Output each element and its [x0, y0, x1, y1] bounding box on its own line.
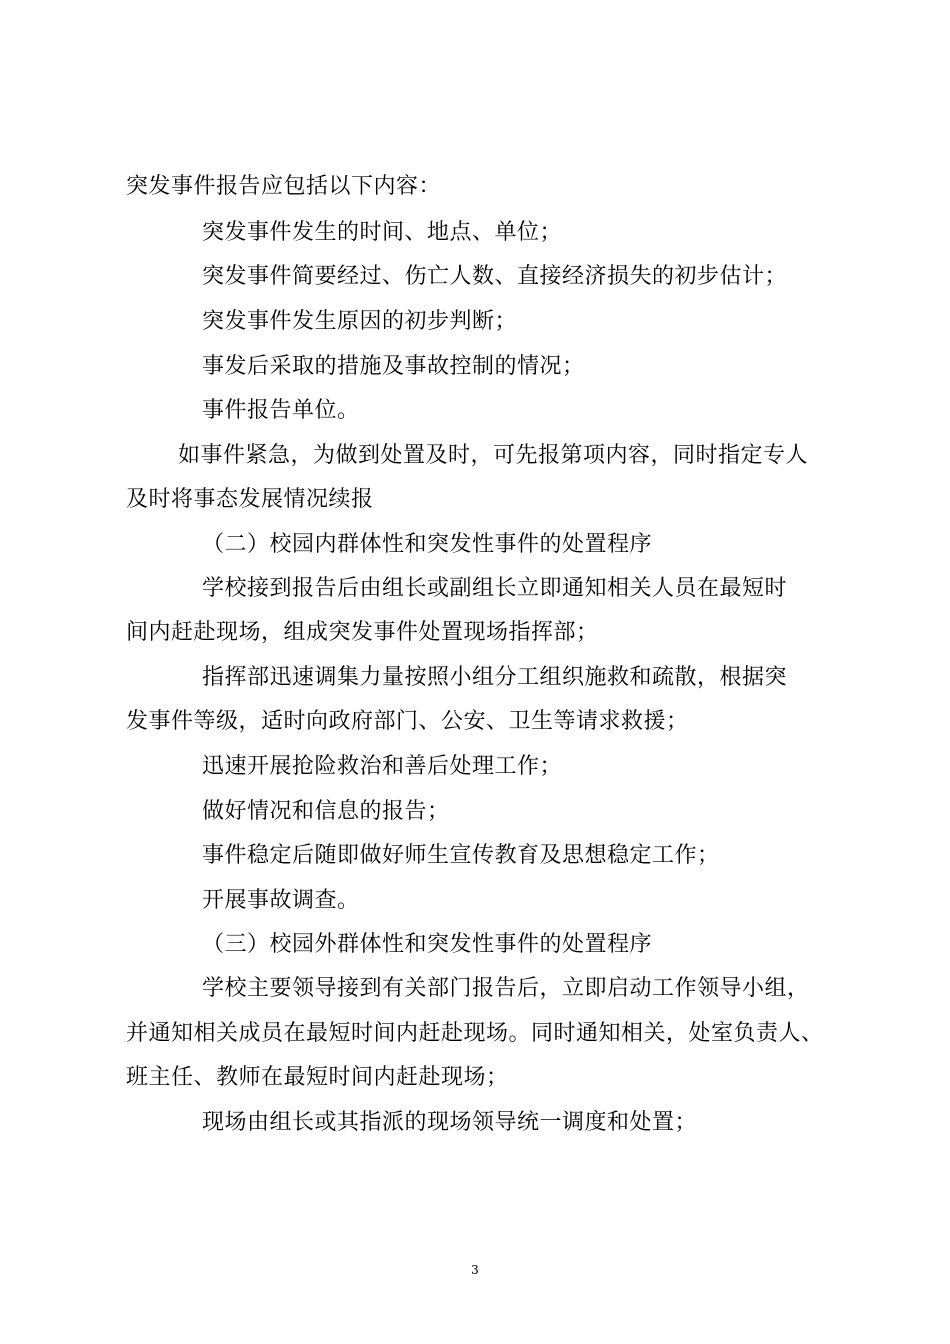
- report-item-time-place: 突发事件发生的时间、地点、单位；: [202, 220, 563, 245]
- section-heading-3: （三）校园外群体性和突发性事件的处置程序: [202, 932, 653, 957]
- report-item-measures: 事发后采取的措施及事故控制的情况；: [202, 354, 585, 379]
- stability-item: 事件稳定后随即做好师生宣传教育及思想稳定工作；: [202, 843, 720, 868]
- urgent-paragraph-line-1: 如事件紧急，为做到处置及时，可先报第项内容，同时指定专人: [178, 443, 809, 468]
- urgent-paragraph-line-2: 及时将事态发展情况续报: [126, 487, 374, 512]
- campus-procedure-line-2: 间内赶赴现场，组成突发事件处置现场指挥部；: [126, 620, 599, 645]
- report-info-item: 做好情况和信息的报告；: [202, 799, 450, 824]
- offcampus-procedure-line-1: 学校主要领导接到有关部门报告后，立即启动工作领导小组，: [202, 976, 810, 1001]
- offcampus-procedure-line-3: 班主任、教师在最短时间内赶赴现场；: [126, 1065, 509, 1090]
- command-paragraph-line-2: 发事件等级，适时向政府部门、公安、卫生等请求救援；: [126, 709, 689, 734]
- investigation-item: 开展事故调查。: [202, 888, 360, 913]
- rescue-item: 迅速开展抢险救治和善后处理工作；: [202, 754, 563, 779]
- report-item-unit: 事件报告单位。: [202, 398, 360, 423]
- campus-procedure-line-1: 学校接到报告后由组长或副组长立即通知相关人员在最短时: [202, 576, 788, 601]
- report-content-intro: 突发事件报告应包括以下内容：: [126, 174, 442, 199]
- command-paragraph-line-1: 指挥部迅速调集力量按照小组分工组织施救和疏散，根据突: [202, 665, 788, 690]
- section-heading-2: （二）校园内群体性和突发性事件的处置程序: [202, 532, 653, 557]
- onsite-command-item: 现场由组长或其指派的现场领导统一调度和处置；: [202, 1110, 698, 1135]
- report-item-cause: 突发事件发生原因的初步判断；: [202, 309, 518, 334]
- page-number: 3: [471, 1263, 479, 1277]
- offcampus-procedure-line-2: 并通知相关成员在最短时间内赶赴现场。同时通知相关，处室负责人、: [126, 1021, 824, 1046]
- report-item-summary: 突发事件简要经过、伤亡人数、直接经济损失的初步估计；: [202, 264, 788, 289]
